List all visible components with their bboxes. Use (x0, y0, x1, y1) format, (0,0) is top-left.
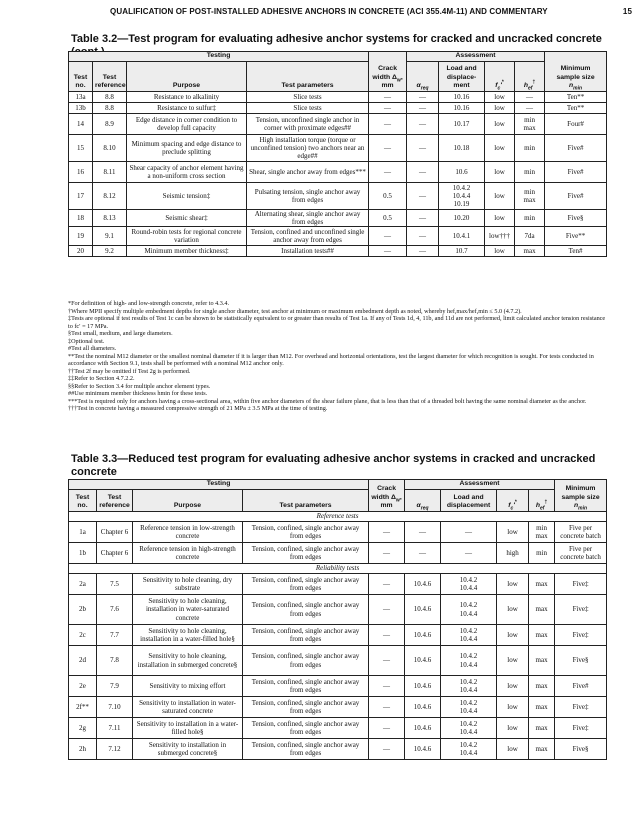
cell-load: 10.4.2 10.4.4 (441, 676, 497, 697)
cell-no: 13a (69, 92, 93, 103)
cell-purpose: Seismic shear‡ (127, 210, 247, 227)
t33-col-test-no: Test no. (69, 490, 97, 512)
cell-purpose: Reference tension in high-strength concrete (133, 543, 243, 564)
cell-no: 1b (69, 543, 97, 564)
cell-load: 10.4.2 10.4.4 10.19 (439, 183, 485, 210)
cell-load: 10.6 (439, 162, 485, 183)
cell-hef: max (529, 574, 555, 595)
cell-fc: low (497, 625, 529, 646)
cell-crack: — (369, 697, 405, 718)
cell-ref: 7.9 (97, 676, 133, 697)
cell-load: 10.4.1 (439, 227, 485, 246)
cell-fc: low (497, 739, 529, 760)
t33-col-crack: Crack width $\Delta_w$, mm (369, 480, 405, 512)
cell-purpose: Sensitivity to hole cleaning, installation in submerged concrete§ (133, 646, 243, 676)
cell-no: 13b (69, 103, 93, 114)
t33-col-purpose: Purpose (133, 490, 243, 512)
cell-no: 2b (69, 595, 97, 625)
cell-ref: Chapter 6 (97, 522, 133, 543)
table-row (69, 135, 607, 162)
footnote: ††Test 2f may be omitted if Test 2g is performed. (68, 367, 191, 375)
cell-ref: 7.8 (97, 646, 133, 676)
cell-areq: 10.4.6 (405, 595, 441, 625)
col-purpose: Purpose (127, 62, 247, 92)
t33-col-test-ref: Test reference (97, 490, 133, 512)
cell-ref: 8.11 (93, 162, 127, 183)
cell-no: 20 (69, 246, 93, 257)
cell-params: Shear, single anchor away from edges*** (247, 162, 369, 183)
cell-no: 1a (69, 522, 97, 543)
cell-ref: 8.8 (93, 103, 127, 114)
cell-load: 10.4.2 10.4.4 (441, 595, 497, 625)
table-row (69, 210, 607, 227)
cell-load: — (441, 543, 497, 564)
table-row (69, 227, 607, 246)
t33-col-min-sample: Minimum sample size $n_{min}$ (555, 480, 607, 512)
cell-ref: Chapter 6 (97, 543, 133, 564)
table-row (69, 739, 607, 760)
cell-purpose: Round-robin tests for regional concrete variation (127, 227, 247, 246)
cell-fc: low (497, 676, 529, 697)
cell-crack: — (369, 676, 405, 697)
cell-areq: — (405, 522, 441, 543)
cell-crack: — (369, 135, 407, 162)
cell-fc: low (485, 162, 515, 183)
col-test-no: Test no. (69, 62, 93, 92)
cell-params: High installation torque (torque or unconfined tension) two anchors near an edge## (247, 135, 369, 162)
footnote: ‡‡Refer to Section 4.7.2.2. (68, 375, 135, 382)
cell-areq: 10.4.6 (405, 739, 441, 760)
t33-col-hef: $h_{ef}^\dagger$ (529, 490, 555, 512)
footnote: ##Use minimum member thickness hmin for these tests. (68, 390, 208, 397)
cell-ref: 9.2 (93, 246, 127, 257)
cell-fc: low (485, 103, 515, 114)
cell-params: Tension, confined, single anchor away from edges (243, 718, 369, 739)
cell-no: 2f** (69, 697, 97, 718)
cell-min: Five§ (545, 210, 607, 227)
cell-areq: 10.4.6 (405, 697, 441, 718)
cell-min: Five‡ (555, 595, 607, 625)
cell-no: 2d (69, 646, 97, 676)
table-row (69, 103, 607, 114)
table-row (69, 162, 607, 183)
cell-ref: 8.12 (93, 183, 127, 210)
cell-min: Ten# (545, 246, 607, 257)
cell-hef: max (529, 697, 555, 718)
cell-crack: 0.5 (369, 183, 407, 210)
cell-no: 18 (69, 210, 93, 227)
cell-load: — (441, 522, 497, 543)
cell-params: Alternating shear, single anchor away from edges (247, 210, 369, 227)
section-row (69, 564, 607, 574)
cell-crack: — (369, 246, 407, 257)
cell-no: 15 (69, 135, 93, 162)
table-row (69, 543, 607, 564)
table-row (69, 595, 607, 625)
cell-purpose: Sensitivity to mixing effort (133, 676, 243, 697)
cell-hef: min max (529, 522, 555, 543)
cell-crack: — (369, 227, 407, 246)
cell-min: Five per concrete batch (555, 522, 607, 543)
footnote: ‡Tests are optional if test results of Test 1c can be shown to be statistically equivalent to or greater than results of Test 1a. If any of Tests 1d, 4, 11b, and 11d are not performed, limit calculated anchor tension resistance to fc′ = 17 MPa. (68, 315, 606, 330)
cell-params: Slice tests (247, 103, 369, 114)
cell-params: Tension, confined, single anchor away from edges (243, 625, 369, 646)
table-row (69, 676, 607, 697)
cell-areq: — (407, 103, 439, 114)
cell-params: Tension, confined, single anchor away from edges (243, 676, 369, 697)
cell-fc: low (497, 718, 529, 739)
cell-ref: 7.11 (97, 718, 133, 739)
cell-min: Five# (545, 183, 607, 210)
cell-hef: max (515, 246, 545, 257)
cell-crack: — (369, 92, 407, 103)
cell-no: 2c (69, 625, 97, 646)
cell-load: 10.4.2 10.4.4 (441, 646, 497, 676)
footnote: ***Test is required only for anchors having a cross-sectional area, within five anchor diameters of the shear failure plane, that is less than that of a threaded bolt having the same nominal diameter as the anchor. (68, 397, 587, 405)
cell-purpose: Sensitivity to hole cleaning, installation in a water-filled hole§ (133, 625, 243, 646)
cell-hef: max (529, 625, 555, 646)
cell-ref: 7.12 (97, 739, 133, 760)
cell-purpose: Resistance to sulfur‡ (127, 103, 247, 114)
cell-purpose: Sensitivity to installation in a water-filled hole§ (133, 718, 243, 739)
cell-fc: low (497, 522, 529, 543)
cell-params: Tension, confined, single anchor away from edges (243, 646, 369, 676)
cell-crack: — (369, 543, 405, 564)
table-row (69, 718, 607, 739)
cell-crack: — (369, 625, 405, 646)
table-3-2 (68, 51, 607, 257)
cell-hef: min (529, 543, 555, 564)
cell-no: 2g (69, 718, 97, 739)
cell-ref: 8.9 (93, 114, 127, 135)
cell-no: 2e (69, 676, 97, 697)
cell-params: Tension, unconfined single anchor in corner with proximate edges## (247, 114, 369, 135)
cell-no: 17 (69, 183, 93, 210)
cell-params: Tension, confined, single anchor away from edges (243, 543, 369, 564)
cell-fc: low (485, 246, 515, 257)
cell-load: 10.20 (439, 210, 485, 227)
cell-fc: low (485, 183, 515, 210)
cell-fc: low (497, 646, 529, 676)
table-row (69, 522, 607, 543)
cell-areq: — (405, 543, 441, 564)
cell-params: Tension, confined, single anchor away from edges (243, 574, 369, 595)
footnote: ‡Optional test. (68, 337, 105, 345)
cell-hef: min (515, 210, 545, 227)
cell-params: Pulsating tension, single anchor away from edges (247, 183, 369, 210)
cell-purpose: Resistance to alkalinity (127, 92, 247, 103)
cell-hef: — (515, 92, 545, 103)
cell-hef: max (529, 595, 555, 625)
cell-hef: min max (515, 183, 545, 210)
cell-purpose: Minimum member thickness‡ (127, 246, 247, 257)
cell-fc: low (485, 114, 515, 135)
cell-ref: 8.8 (93, 92, 127, 103)
table-3-2-notes (68, 300, 608, 413)
cell-crack: — (369, 114, 407, 135)
cell-fc: low (497, 595, 529, 625)
footnote: †Where MPII specify multiple embedment depths for single anchor diameter, test anchor at minimum or maximum embedment depth as noted, whereby hef,max/hef,min ≤ 5.0 (4.7.2). (68, 307, 522, 315)
cell-hef: max (529, 646, 555, 676)
cell-params: Tension, confined, single anchor away from edges (243, 522, 369, 543)
cell-ref: 7.7 (97, 625, 133, 646)
cell-purpose: Seismic tension‡ (127, 183, 247, 210)
cell-fc: low (497, 697, 529, 718)
cell-min: Five‡ (555, 697, 607, 718)
col-crack: Crack width $\Delta_w$, mm (369, 52, 407, 92)
cell-fc: high (497, 543, 529, 564)
cell-fc: low (485, 92, 515, 103)
t33-col-load: Load and displacement (441, 490, 497, 512)
group-testing: Testing (69, 52, 369, 62)
cell-purpose: Sensitivity to hole cleaning, installation in water-saturated concrete (133, 595, 243, 625)
cell-crack: — (369, 595, 405, 625)
cell-areq: — (407, 92, 439, 103)
cell-fc: low††† (485, 227, 515, 246)
cell-load: 10.16 (439, 92, 485, 103)
page-number: 15 (622, 7, 632, 16)
table-row (69, 114, 607, 135)
cell-load: 10.7 (439, 246, 485, 257)
cell-load: 10.16 (439, 103, 485, 114)
col-params: Test parameters (247, 62, 369, 92)
cell-min: Five per concrete batch (555, 543, 607, 564)
cell-params: Tension, confined, single anchor away from edges (243, 697, 369, 718)
cell-hef: 7da (515, 227, 545, 246)
footnote: §§Refer to Section 3.4 for multiple anchor element types. (68, 382, 211, 390)
cell-crack: — (369, 718, 405, 739)
cell-min: Five# (545, 162, 607, 183)
cell-load: 10.17 (439, 114, 485, 135)
cell-no: 19 (69, 227, 93, 246)
table-row (69, 625, 607, 646)
table-3-3 (68, 479, 607, 760)
cell-areq: 10.4.6 (405, 574, 441, 595)
cell-min: Five# (545, 135, 607, 162)
cell-params: Tension, confined, single anchor away from edges (243, 739, 369, 760)
cell-no: 14 (69, 114, 93, 135)
table-row (69, 246, 607, 257)
cell-crack: — (369, 522, 405, 543)
cell-load: 10.4.2 10.4.4 (441, 697, 497, 718)
col-test-ref: Test reference (93, 62, 127, 92)
cell-load: 10.18 (439, 135, 485, 162)
cell-load: 10.4.2 10.4.4 (441, 718, 497, 739)
footnote: #Test all diameters. (68, 345, 117, 352)
t33-group-testing: Testing (69, 480, 369, 490)
footnote: §Test small, medium, and large diameters. (68, 330, 173, 337)
cell-min: Five** (545, 227, 607, 246)
cell-hef: min (515, 162, 545, 183)
cell-purpose: Sensitivity to installation in water-saturated concrete (133, 697, 243, 718)
col-load: Load and displace- ment (439, 62, 485, 92)
col-fc: $f_c'^*$ (485, 62, 515, 92)
cell-areq: — (407, 114, 439, 135)
cell-crack: — (369, 103, 407, 114)
cell-min: Ten** (545, 92, 607, 103)
cell-areq: 10.4.6 (405, 625, 441, 646)
cell-purpose: Sensitivity to installation in submerged concrete§ (133, 739, 243, 760)
footnote: *For definition of high- and low-strength concrete, refer to 4.3.4. (68, 300, 230, 307)
cell-areq: — (407, 162, 439, 183)
cell-ref: 7.5 (97, 574, 133, 595)
cell-purpose: Reference tension in low-strength concrete (133, 522, 243, 543)
running-header (110, 7, 632, 16)
cell-areq: — (407, 135, 439, 162)
t33-col-fc: $f_c'^*$ (497, 490, 529, 512)
cell-areq: 10.4.6 (405, 718, 441, 739)
cell-areq: — (407, 210, 439, 227)
cell-ref: 9.1 (93, 227, 127, 246)
cell-min: Five# (555, 676, 607, 697)
cell-crack: — (369, 739, 405, 760)
table-row (69, 697, 607, 718)
cell-min: Ten** (545, 103, 607, 114)
cell-no: 2a (69, 574, 97, 595)
section-label: Reference tests (69, 512, 607, 522)
cell-params: Tension, confined, single anchor away from edges (243, 595, 369, 625)
cell-params: Slice tests (247, 92, 369, 103)
cell-crack: — (369, 574, 405, 595)
table-3-3-caption: Table 3.3—Reduced test program for evaluating adhesive anchor systems in cracked and uncracked concrete (71, 453, 596, 478)
cell-hef: max (529, 739, 555, 760)
t33-col-params: Test parameters (243, 490, 369, 512)
table-row (69, 574, 607, 595)
cell-areq: 10.4.6 (405, 646, 441, 676)
cell-ref: 7.10 (97, 697, 133, 718)
cell-ref: 7.6 (97, 595, 133, 625)
cell-min: Five‡ (555, 718, 607, 739)
cell-areq: — (407, 183, 439, 210)
cell-ref: 8.10 (93, 135, 127, 162)
cell-min: Five‡ (555, 574, 607, 595)
cell-crack: — (369, 162, 407, 183)
cell-params: Installation tests## (247, 246, 369, 257)
cell-min: Five§ (555, 646, 607, 676)
cell-ref: 8.13 (93, 210, 127, 227)
section-row (69, 512, 607, 522)
table-row (69, 92, 607, 103)
col-min-sample: Minimum sample size $n_{min}$ (545, 52, 607, 92)
cell-min: Five‡ (555, 625, 607, 646)
cell-purpose: Minimum spacing and edge distance to preclude splitting (127, 135, 247, 162)
cell-purpose: Shear capacity of anchor element having a non-uniform cross section (127, 162, 247, 183)
running-title: QUALIFICATION OF POST-INSTALLED ADHESIVE ANCHORS IN CONCRETE (ACI 355.4M-11) AND COMMENTARY (110, 7, 548, 16)
cell-load: 10.4.2 10.4.4 (441, 625, 497, 646)
t33-col-areq: $\alpha_{req}$ (405, 490, 441, 512)
cell-fc: low (485, 135, 515, 162)
table-3-2-caption: Table 3.2—Test program for evaluating adhesive anchor systems for cracked and uncracked concrete (cont.) (71, 33, 602, 58)
t33-group-assessment: Assessment (405, 480, 555, 490)
cell-areq: — (407, 246, 439, 257)
cell-min: Five§ (555, 739, 607, 760)
cell-purpose: Sensitivity to hole cleaning, dry substrate (133, 574, 243, 595)
col-areq: $\alpha_{req}$ (407, 62, 439, 92)
col-hef: $h_{ef}^\dagger$ (515, 62, 545, 92)
cell-crack: 0.5 (369, 210, 407, 227)
cell-load: 10.4.2 10.4.4 (441, 574, 497, 595)
cell-params: Tension, confined and unconfined single anchor away from edges (247, 227, 369, 246)
cell-min: Four# (545, 114, 607, 135)
table-row (69, 183, 607, 210)
table-row (69, 646, 607, 676)
cell-hef: max (529, 718, 555, 739)
cell-hef: max (529, 676, 555, 697)
cell-no: 16 (69, 162, 93, 183)
cell-hef: min max (515, 114, 545, 135)
cell-crack: — (369, 646, 405, 676)
cell-load: 10.4.2 10.4.4 (441, 739, 497, 760)
cell-purpose: Edge distance in corner condition to develop full capacity (127, 114, 247, 135)
cell-fc: low (497, 574, 529, 595)
footnote: †††Test in concrete having a measured compressive strength of 21 MPa ± 3.5 MPa at the time of testing. (68, 405, 328, 412)
group-assessment: Assessment (407, 52, 545, 62)
section-label: Reliability tests (69, 564, 607, 574)
cell-areq: 10.4.6 (405, 676, 441, 697)
cell-fc: low (485, 210, 515, 227)
cell-no: 2h (69, 739, 97, 760)
footnote: **Test the nominal M12 diameter or the smallest nominal diameter if it is larger than M12. For overhead and horizontal orientations, test the largest diameter for which recognition is sought. For tests conducted in accordance with Section 9.1, tests shall be performed with a nominal M12 anchor only. (68, 352, 594, 367)
cell-hef: — (515, 103, 545, 114)
cell-hef: min (515, 135, 545, 162)
cell-areq: — (407, 227, 439, 246)
